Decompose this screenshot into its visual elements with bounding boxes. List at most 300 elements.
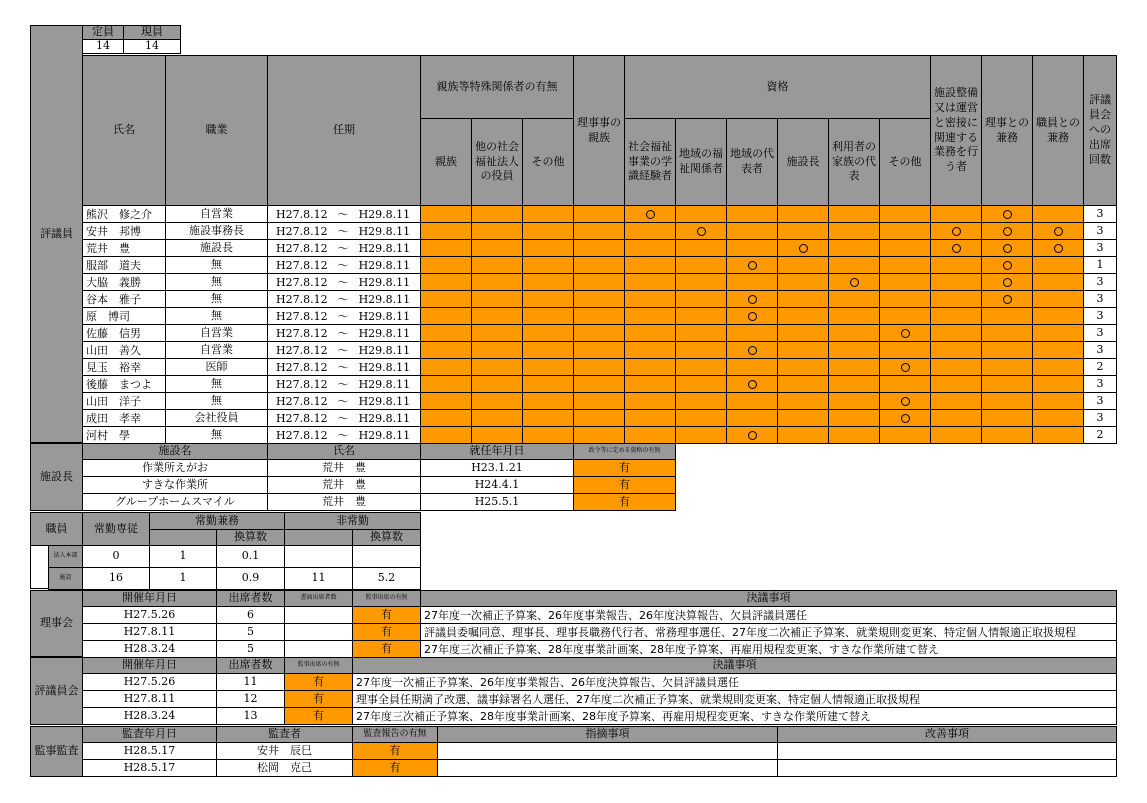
mark-cell-rel-other [522,239,574,257]
circle-mark-icon [1003,295,1012,304]
term-term-from: H27.8.12 [276,258,328,272]
mark-cell-facility-related [930,205,982,223]
fh-appointed: H25.5.1 [420,493,574,511]
mark-cell-q-local-rep [726,341,778,359]
councilor-name: 大脇 義勝 [82,273,166,291]
circle-mark-icon [748,295,757,304]
term-tilde: ～ [337,344,349,357]
mark-cell-q-expert [624,273,676,291]
fh-name: 荒井 豊 [267,476,421,494]
councilor-term [267,307,421,325]
fh-qualification: 有 [573,493,676,511]
mark-cell-q-user-family [828,290,880,308]
mark-cell-q-local-welfare [675,222,727,240]
term-term-to: H29.8.11 [358,360,411,374]
fh-header-facility: 施設名 [82,443,268,460]
mark-cell-staff-concurrent [1032,307,1084,325]
mark-cell-q-other [879,307,931,325]
mark-cell-director-concurrent [981,409,1033,427]
staff-row-label: 法人本部 [48,545,83,568]
councilor-term [267,409,421,427]
mark-cell-director-relative [573,324,625,342]
term-tilde: ～ [337,208,349,221]
board-header-written: 書面出席者数 [284,590,353,607]
mark-cell-facility-related [930,409,982,427]
councilor-occupation: 無 [165,426,268,444]
mark-cell-staff-concurrent [1032,273,1084,291]
header-term: 任期 [267,55,421,206]
audit-improvements [777,759,1117,777]
mark-cell-q-other [879,409,931,427]
councilor-name: 熊沢 修之介 [82,205,166,223]
board-header-resolutions: 決議事項 [420,590,1117,607]
mark-cell-q-facility-head [777,409,829,427]
staff-header-fulltime: 常勤専従 [82,512,150,546]
header-q-user-family: 利用者の家族の代表 [828,118,880,206]
mark-cell-q-other [879,375,931,393]
staff-converted: 0.1 [216,545,285,568]
header-q-local-welfare: 地域の福祉関係者 [675,118,727,206]
term-term-to: H29.8.11 [358,411,411,425]
mark-cell-q-facility-head [777,239,829,257]
mark-cell-q-facility-head [777,341,829,359]
mark-cell-q-user-family [828,324,880,342]
council-date: H28.3.24 [82,707,217,725]
mark-cell-facility-related [930,307,982,325]
councilor-occupation: 無 [165,392,268,410]
header-qual-group: 資格 [624,55,931,119]
mark-cell-q-facility-head [777,375,829,393]
councilor-attendance: 3 [1083,341,1117,359]
fh-header-appointed: 就任年月日 [420,443,574,460]
mark-cell-q-other [879,358,931,376]
section-hyogiinkai: 評議員会 [30,657,83,725]
board-auditor: 有 [352,623,421,641]
term-term-from: H27.8.12 [276,343,328,357]
mark-cell-q-other [879,324,931,342]
mark-cell-director-concurrent [981,341,1033,359]
mark-cell-q-local-welfare [675,205,727,223]
mark-cell-other-corp [471,222,523,240]
councilor-occupation: 無 [165,375,268,393]
circle-mark-icon [748,312,757,321]
mark-cell-relatives [420,290,472,308]
mark-cell-q-local-rep [726,222,778,240]
mark-cell-q-user-family [828,392,880,410]
mark-cell-other-corp [471,324,523,342]
mark-cell-staff-concurrent [1032,341,1084,359]
mark-cell-q-local-rep [726,426,778,444]
board-auditor: 有 [352,606,421,624]
mark-cell-director-concurrent [981,273,1033,291]
mark-cell-director-relative [573,273,625,291]
circle-mark-icon [799,244,808,253]
board-header-auditor: 監事出席の有無 [352,590,421,607]
mark-cell-director-concurrent [981,426,1033,444]
term-tilde: ～ [337,361,349,374]
councilor-term [267,205,421,223]
mark-cell-q-facility-head [777,256,829,274]
fh-facility: グループホームスマイル [82,493,268,511]
councilor-term [267,358,421,376]
councilor-name: 佐藤 信男 [82,324,166,342]
mark-cell-staff-concurrent [1032,256,1084,274]
staff-header-converted: 換算数 [216,529,285,546]
term-tilde: ～ [337,259,349,272]
term-term-from: H27.8.12 [276,326,328,340]
mark-cell-q-expert [624,392,676,410]
council-auditor: 有 [284,673,353,691]
fh-appointed: H24.4.1 [420,476,574,494]
circle-mark-icon [901,414,910,423]
mark-cell-director-concurrent [981,239,1033,257]
board-written [284,623,353,641]
capacity-label-teiin: 定員 [82,25,124,40]
term-term-to: H29.8.11 [358,377,411,391]
term-term-to: H29.8.11 [358,241,411,255]
mark-cell-q-local-welfare [675,392,727,410]
mark-cell-facility-related [930,222,982,240]
staff-converted: 0.9 [216,567,285,590]
mark-cell-q-local-rep [726,392,778,410]
mark-cell-director-concurrent [981,358,1033,376]
mark-cell-q-expert [624,358,676,376]
councilor-attendance: 3 [1083,290,1117,308]
term-tilde: ～ [337,327,349,340]
councilor-name: 服部 道夫 [82,256,166,274]
council-resolutions: 理事全員任期満了改選、議事録署名人選任、27年度二次補正予算案、就業規則変更案、特定個人情報適正取扱規程 [352,690,1117,708]
council-date: H27.5.26 [82,673,217,691]
mark-cell-director-relative [573,392,625,410]
staff-header-converted2: 換算数 [352,529,421,546]
mark-cell-director-relative [573,205,625,223]
term-term-to: H29.8.11 [358,224,411,238]
council-header-resolutions: 決議事項 [352,657,1117,674]
mark-cell-q-local-welfare [675,324,727,342]
mark-cell-relatives [420,426,472,444]
mark-cell-relatives [420,324,472,342]
mark-cell-other-corp [471,409,523,427]
mark-cell-director-concurrent [981,324,1033,342]
mark-cell-rel-other [522,290,574,308]
councilor-attendance: 3 [1083,392,1117,410]
audit-findings [437,742,778,760]
board-attendees: 5 [216,640,285,658]
mark-cell-rel-other [522,426,574,444]
term-tilde: ～ [337,225,349,238]
circle-mark-icon [1054,227,1063,236]
mark-cell-q-local-rep [726,324,778,342]
term-tilde: ～ [337,293,349,306]
header-staff-concurrent: 職員との兼務 [1032,55,1084,206]
mark-cell-rel-other [522,409,574,427]
board-date: H27.8.11 [82,623,217,641]
council-attendees: 11 [216,673,285,691]
council-resolutions: 27年度一次補正予算案、26年度事業報告、26年度決算報告、欠員評議員選任 [352,673,1117,691]
councilor-name: 成田 孝幸 [82,409,166,427]
mark-cell-staff-concurrent [1032,324,1084,342]
mark-cell-q-facility-head [777,290,829,308]
mark-cell-q-expert [624,324,676,342]
councilor-occupation: 無 [165,307,268,325]
mark-cell-q-other [879,426,931,444]
board-resolutions: 27年度一次補正予算案、26年度事業報告、26年度決算報告、欠員評議員選任 [420,606,1117,624]
mark-cell-q-facility-head [777,307,829,325]
header-q-facility-head: 施設長 [777,118,829,206]
circle-mark-icon [1003,227,1012,236]
section-hyogiin: 評議員 [30,25,83,443]
mark-cell-director-relative [573,307,625,325]
circle-mark-icon [901,329,910,338]
staff-concurrent: 1 [149,545,217,568]
mark-cell-director-relative [573,426,625,444]
staff-converted2: 5.2 [352,567,421,590]
mark-cell-relatives [420,222,472,240]
mark-cell-q-user-family [828,307,880,325]
mark-cell-rel-other [522,392,574,410]
term-term-from: H27.8.12 [276,309,328,323]
term-term-from: H27.8.12 [276,275,328,289]
header-relatives-group: 親族等特殊関係者の有無 [420,55,574,119]
councilor-occupation: 無 [165,290,268,308]
fh-qualification: 有 [573,476,676,494]
mark-cell-q-local-rep [726,205,778,223]
mark-cell-rel-other [522,341,574,359]
mark-cell-staff-concurrent [1032,222,1084,240]
staff-parttime [284,545,353,568]
mark-cell-q-expert [624,222,676,240]
audit-header-improvements: 改善事項 [777,726,1117,743]
councilor-attendance: 3 [1083,324,1117,342]
mark-cell-director-relative [573,256,625,274]
mark-cell-staff-concurrent [1032,358,1084,376]
councilor-occupation: 自営業 [165,324,268,342]
councilor-attendance: 1 [1083,256,1117,274]
term-term-from: H27.8.12 [276,428,328,442]
term-term-to: H29.8.11 [358,275,411,289]
mark-cell-q-local-welfare [675,409,727,427]
term-term-from: H27.8.12 [276,241,328,255]
term-term-to: H29.8.11 [358,343,411,357]
mark-cell-director-concurrent [981,256,1033,274]
mark-cell-relatives [420,273,472,291]
mark-cell-staff-concurrent [1032,290,1084,308]
mark-cell-facility-related [930,426,982,444]
councilor-term [267,426,421,444]
councilor-occupation: 無 [165,273,268,291]
header-rel-other: その他 [522,118,574,206]
staff-row-label: 施設 [48,567,83,590]
mark-cell-q-user-family [828,273,880,291]
councilor-occupation: 医師 [165,358,268,376]
mark-cell-q-facility-head [777,273,829,291]
mark-cell-q-user-family [828,375,880,393]
councilor-attendance: 3 [1083,205,1117,223]
term-tilde: ～ [337,310,349,323]
mark-cell-facility-related [930,358,982,376]
board-auditor: 有 [352,640,421,658]
term-term-from: H27.8.12 [276,411,328,425]
councilor-term [267,324,421,342]
mark-cell-director-concurrent [981,375,1033,393]
mark-cell-staff-concurrent [1032,239,1084,257]
mark-cell-facility-related [930,239,982,257]
term-term-to: H29.8.11 [358,309,411,323]
audit-improvements [777,742,1117,760]
mark-cell-q-facility-head [777,358,829,376]
fh-facility: 作業所えがお [82,459,268,477]
circle-mark-icon [1003,278,1012,287]
councilor-name: 谷本 雅子 [82,290,166,308]
councilor-occupation: 自営業 [165,205,268,223]
term-term-to: H29.8.11 [358,326,411,340]
mark-cell-director-relative [573,341,625,359]
councilor-term [267,239,421,257]
mark-cell-q-user-family [828,358,880,376]
staff-header-concurrent-blank [149,529,217,546]
circle-mark-icon [901,397,910,406]
term-tilde: ～ [337,412,349,425]
mark-cell-other-corp [471,375,523,393]
capacity-label-genin: 現員 [123,25,181,40]
mark-cell-facility-related [930,256,982,274]
mark-cell-q-expert [624,409,676,427]
mark-cell-relatives [420,256,472,274]
mark-cell-q-other [879,205,931,223]
mark-cell-director-concurrent [981,205,1033,223]
mark-cell-other-corp [471,205,523,223]
header-relatives: 親族 [420,118,472,206]
term-term-from: H27.8.12 [276,360,328,374]
term-tilde: ～ [337,276,349,289]
mark-cell-facility-related [930,392,982,410]
council-resolutions: 27年度三次補正予算案、28年度事業計画案、28年度予算案、再雇用規程変更案、すきな作業所建て替え [352,707,1117,725]
header-occupation: 職業 [165,55,268,206]
term-term-to: H29.8.11 [358,394,411,408]
councilor-name: 河村 學 [82,426,166,444]
mark-cell-staff-concurrent [1032,375,1084,393]
mark-cell-director-concurrent [981,290,1033,308]
audit-header-report: 監査報告の有無 [352,726,438,743]
mark-cell-q-local-welfare [675,375,727,393]
mark-cell-q-user-family [828,222,880,240]
mark-cell-q-local-welfare [675,307,727,325]
mark-cell-q-local-rep [726,409,778,427]
circle-mark-icon [1003,210,1012,219]
mark-cell-rel-other [522,273,574,291]
staff-header-parttime-blank [284,529,353,546]
board-header-attendees: 出席者数 [216,590,285,607]
circle-mark-icon [697,227,706,236]
mark-cell-q-local-welfare [675,256,727,274]
councilor-occupation: 無 [165,256,268,274]
capacity-genin: 14 [123,39,181,54]
mark-cell-relatives [420,375,472,393]
councilor-term [267,375,421,393]
mark-cell-other-corp [471,426,523,444]
mark-cell-rel-other [522,205,574,223]
circle-mark-icon [748,346,757,355]
mark-cell-relatives [420,392,472,410]
circle-mark-icon [748,431,757,440]
audit-auditor: 松岡 克己 [216,759,353,777]
term-tilde: ～ [337,429,349,442]
term-tilde: ～ [337,378,349,391]
circle-mark-icon [952,227,961,236]
councilor-attendance: 3 [1083,375,1117,393]
staff-header-parttime: 非常勤 [284,512,421,530]
audit-report: 有 [352,759,438,777]
mark-cell-staff-concurrent [1032,426,1084,444]
mark-cell-q-expert [624,290,676,308]
term-tilde: ～ [337,395,349,408]
mark-cell-q-user-family [828,426,880,444]
fh-qualification: 有 [573,459,676,477]
mark-cell-relatives [420,341,472,359]
mark-cell-q-local-welfare [675,239,727,257]
mark-cell-director-relative [573,222,625,240]
term-term-from: H27.8.12 [276,394,328,408]
councilor-term [267,222,421,240]
staff-fulltime: 16 [82,567,150,590]
board-date: H28.3.24 [82,640,217,658]
mark-cell-q-local-rep [726,239,778,257]
councilor-name: 安井 邦博 [82,222,166,240]
council-header-date: 開催年月日 [82,657,217,674]
fh-appointed: H23.1.21 [420,459,574,477]
mark-cell-facility-related [930,341,982,359]
mark-cell-q-expert [624,307,676,325]
mark-cell-q-other [879,239,931,257]
mark-cell-q-expert [624,426,676,444]
councilor-term [267,290,421,308]
mark-cell-other-corp [471,273,523,291]
audit-header-findings: 指摘事項 [437,726,778,743]
councilor-attendance: 3 [1083,273,1117,291]
mark-cell-q-local-welfare [675,426,727,444]
mark-cell-q-facility-head [777,222,829,240]
term-term-from: H27.8.12 [276,224,328,238]
councilor-attendance: 3 [1083,222,1117,240]
mark-cell-q-user-family [828,256,880,274]
mark-cell-q-local-rep [726,307,778,325]
header-director-relative: 理事事の親族 [573,55,625,206]
mark-cell-rel-other [522,222,574,240]
fh-header-name: 氏名 [267,443,421,460]
audit-date: H28.5.17 [82,742,217,760]
staff-parttime: 11 [284,567,353,590]
councilor-term [267,273,421,291]
mark-cell-director-relative [573,239,625,257]
council-attendees: 13 [216,707,285,725]
board-resolutions: 評議員委嘱同意、理事長、理事長職務代行者、常務理事選任、27年度二次補正予算案、就業規則変更案、特定個人情報適正取扱規程 [420,623,1117,641]
mark-cell-other-corp [471,392,523,410]
council-header-auditor: 監事出席の有無 [284,657,353,674]
mark-cell-q-local-rep [726,273,778,291]
header-attendance: 評議員会への出席回数 [1083,55,1117,206]
council-header-attendees: 出席者数 [216,657,285,674]
header-q-local-rep: 地域の代表者 [726,118,778,206]
mark-cell-director-concurrent [981,392,1033,410]
term-term-to: H29.8.11 [358,258,411,272]
circle-mark-icon [748,380,757,389]
board-attendees: 5 [216,623,285,641]
mark-cell-rel-other [522,324,574,342]
header-q-other: その他 [879,118,931,206]
mark-cell-relatives [420,239,472,257]
circle-mark-icon [1003,244,1012,253]
mark-cell-rel-other [522,256,574,274]
